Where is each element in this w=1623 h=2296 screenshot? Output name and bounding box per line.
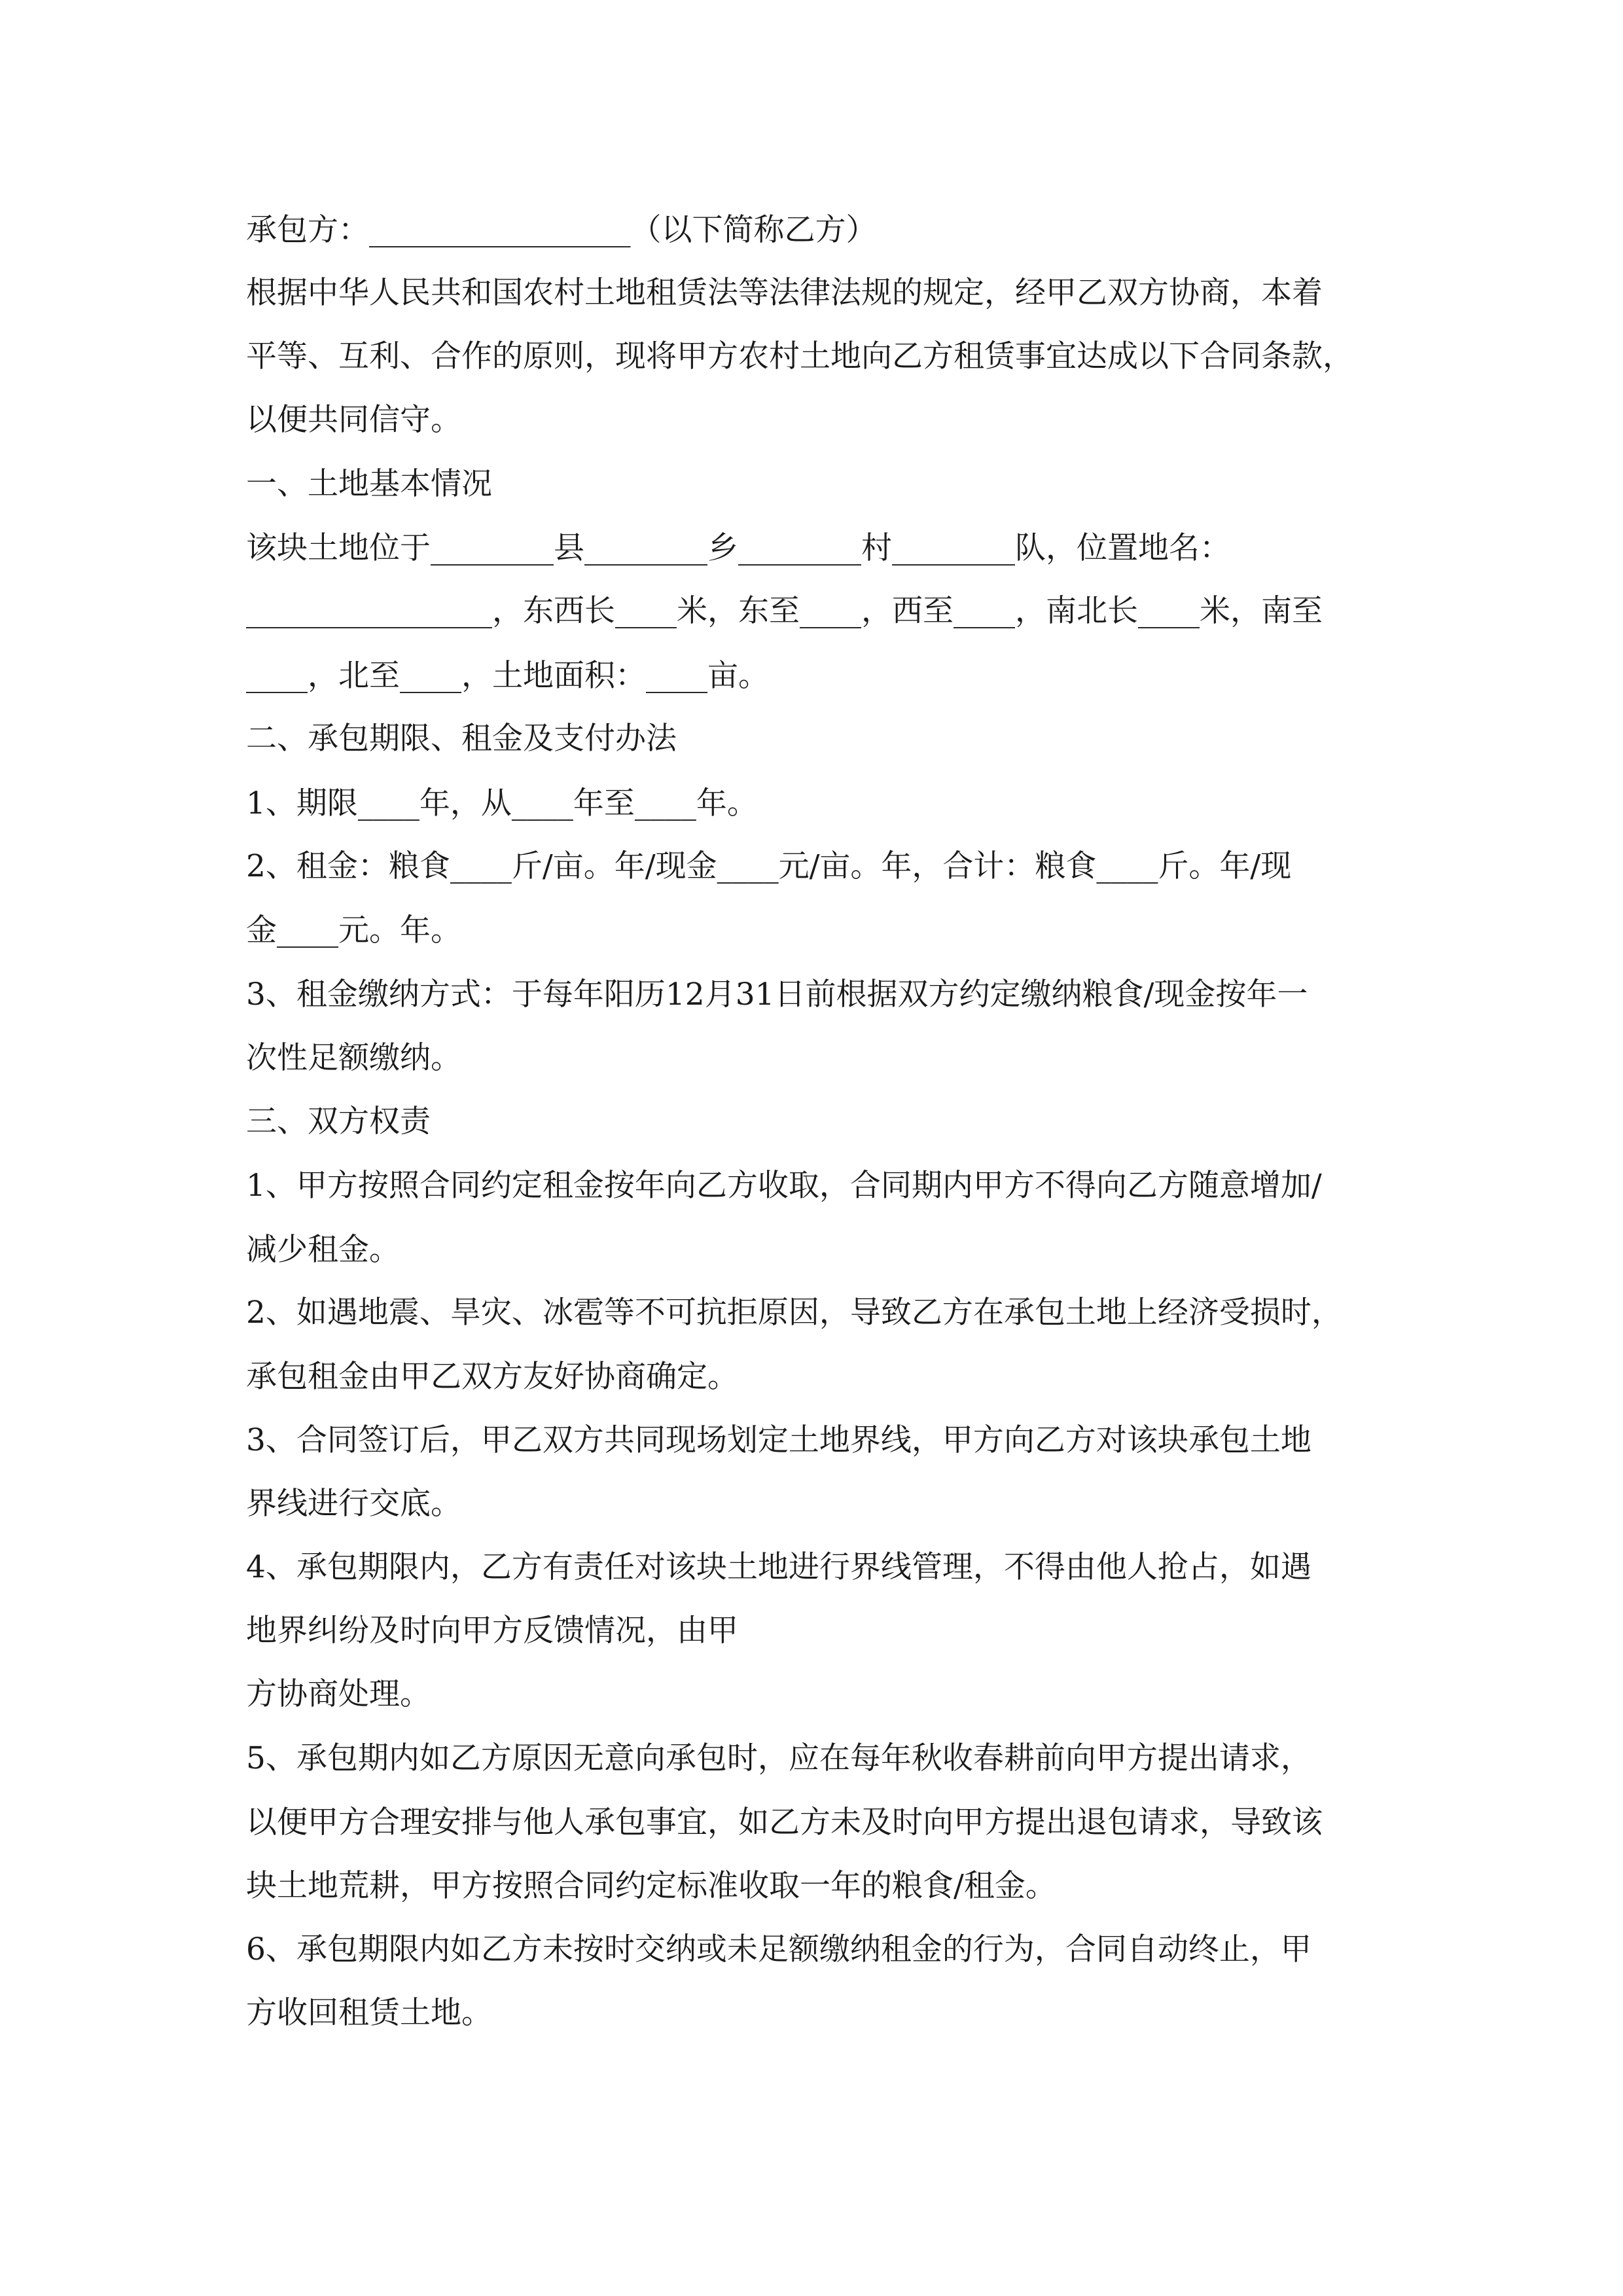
rights-clause-4-line-2: 地界纠纷及时向甲方反馈情况，由甲 <box>246 1613 738 1649</box>
section-1-heading: 一、土地基本情况 <box>246 466 492 502</box>
rights-clause-5-line-2: 以便甲方合理安排与他人承包事宜，如乙方未及时向甲方提出退包请求，导致该 <box>246 1804 1323 1840</box>
rights-clause-6-line-2: 方收回租赁土地。 <box>246 1995 492 2031</box>
rights-clause-4-line-3: 方协商处理。 <box>246 1676 431 1712</box>
rights-clause-2-line-2: 承包租金由甲乙双方友好协商确定。 <box>246 1359 738 1395</box>
rights-clause-4-line-1: 4、承包期限内，乙方有责任对该块土地进行界线管理，不得由他人抢占，如遇 <box>246 1549 1311 1585</box>
rent-clause-line-2: 金____元。年。 <box>246 912 461 948</box>
rights-clause-2-line-1: 2、如遇地震、旱灾、冰雹等不可抗拒原因，导致乙方在承包土地上经济受损时， <box>246 1295 1342 1331</box>
payment-clause-line-2: 次性足额缴纳。 <box>246 1040 461 1076</box>
preamble-line-3: 以便共同信守。 <box>246 402 461 438</box>
rights-clause-5-line-1: 5、承包期内如乙方原因无意向承包时，应在每年秋收春耕前向甲方提出请求， <box>246 1740 1311 1776</box>
rights-clause-6-line-1: 6、承包期限内如乙方未按时交纳或未足额缴纳租金的行为，合同自动终止，甲 <box>246 1931 1311 1967</box>
preamble-line-2: 平等、互利、合作的原则，现将甲方农村土地向乙方租赁事宜达成以下合同条款， <box>246 338 1353 374</box>
rights-clause-1-line-1: 1、甲方按照合同约定租金按年向乙方收取，合同期内甲方不得向乙方随意增加/ <box>246 1168 1322 1204</box>
payment-clause-line-1: 3、租金缴纳方式：于每年阳历12月31日前根据双方约定缴纳粮食/现金按年一 <box>246 977 1308 1013</box>
section-3-heading: 三、双方权责 <box>246 1103 431 1139</box>
rights-clause-3-line-2: 界线进行交底。 <box>246 1486 461 1522</box>
rent-clause-line-1: 2、租金：粮食____斤/亩。年/现金____元/亩。年，合计：粮食____斤。年/现 <box>246 848 1292 884</box>
rights-clause-1-line-2: 减少租金。 <box>246 1232 400 1268</box>
contractor-line: 承包方：_________________（以下简称乙方） <box>246 212 877 248</box>
term-clause: 1、期限____年，从____年至____年。 <box>246 785 758 821</box>
rights-clause-5-line-3: 块土地荒耕，甲方按照合同约定标准收取一年的粮食/租金。 <box>246 1868 1056 1904</box>
land-location-line-2: ________________，东西长____米，东至____，西至____，南北长____米，南至 <box>246 593 1323 629</box>
section-2-heading: 二、承包期限、租金及支付办法 <box>246 721 677 757</box>
preamble-line-1: 根据中华人民共和国农村土地租赁法等法律法规的规定，经甲乙双方协商，本着 <box>246 275 1323 311</box>
rights-clause-3-line-1: 3、合同签订后，甲乙双方共同现场划定土地界线，甲方向乙方对该块承包土地 <box>246 1422 1311 1458</box>
land-location-line-3: ____，北至____，土地面积：____亩。 <box>246 658 769 694</box>
land-location-line-1: 该块土地位于________县________乡________村________队，位置地名： <box>246 530 1230 566</box>
